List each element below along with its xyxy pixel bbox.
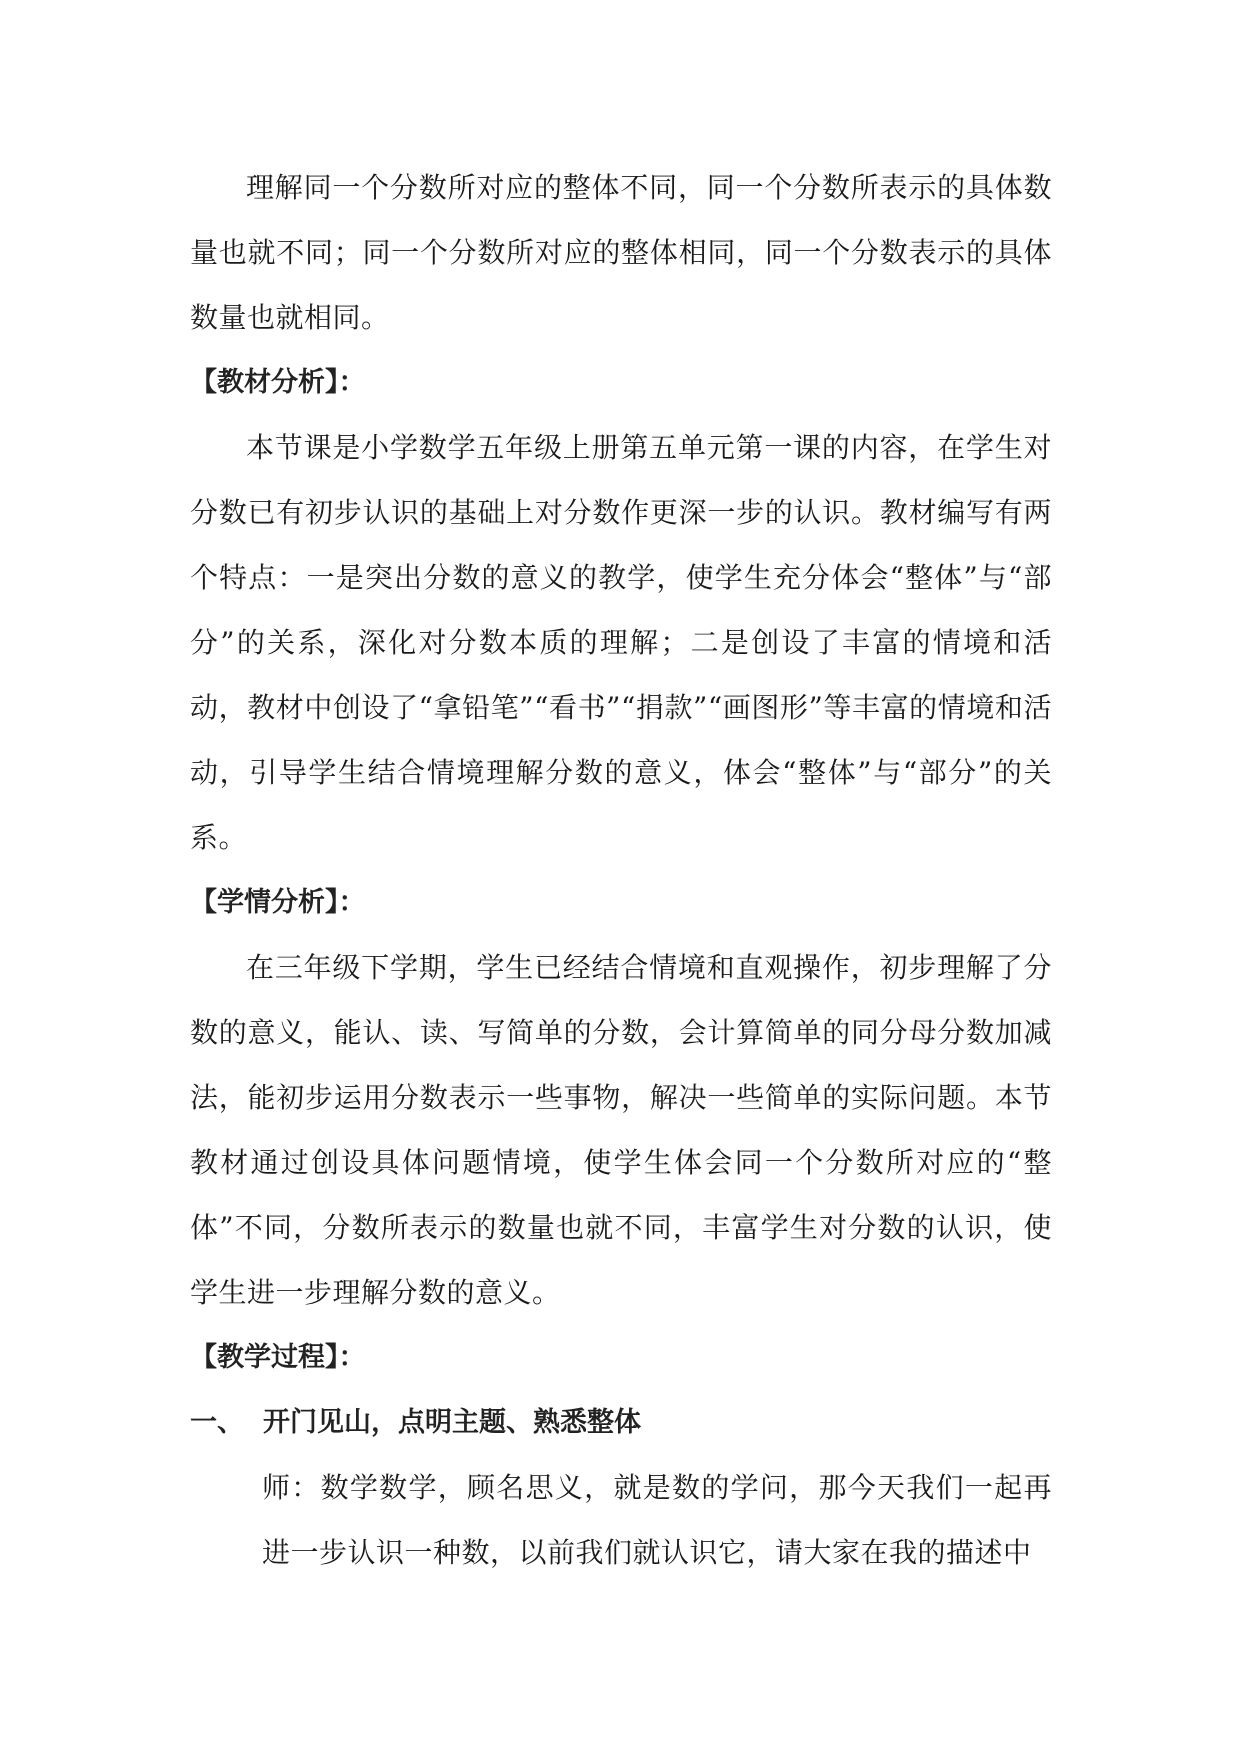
teaching-process-heading: 【教学过程】：: [190, 1342, 366, 1373]
document-body: [190, 155, 1052, 1585]
step-title: 开门见山，点明主题、熟悉整体: [263, 1407, 641, 1438]
student-analysis-body: 在三年级下学期，学生已经结合情境和直观操作，初步理解了分数的意义，能认、读、写简单的分数，会计算简单的同分母分数加减法，能初步运用分数表示一些事物，解决一些简单的实际问题。本节教材通过创设具体问题情境，使学生体会同一个分数所对应的“整体”不同，分数所表示的数量也就不同，丰富学生对分数的认识，使学生进一步理解分数的意义。: [190, 951, 1052, 1309]
step-number: 一、: [190, 1407, 244, 1438]
step-one-heading: [190, 1390, 1052, 1455]
textbook-analysis-body: 本节课是小学数学五年级上册第五单元第一课的内容，在学生对分数已有初步认识的基础上对分数作更深一步的认识。教材编写有两个特点：一是突出分数的意义的教学，使学生充分体会“整体”与“部分”的关系，深化对分数本质的理解；二是创设了丰富的情境和活动，教材中创设了“拿铅笔”“看书”“捐款”“画图形”等丰富的情境和活动，引导学生结合情境理解分数的意义，体会“整体”与“部分”的关系。: [190, 431, 1052, 854]
intro-paragraph: 理解同一个分数所对应的整体不同，同一个分数所表示的具体数量也就不同；同一个分数所对应的整体相同，同一个分数表示的具体数量也就相同。: [190, 171, 1052, 334]
textbook-analysis-heading: 【教材分析】：: [190, 367, 366, 398]
teacher-dialog: 师：数学数学，顾名思义，就是数的学问，那今天我们一起再进一步认识一种数，以前我们就认识它，请大家在我的描述中: [262, 1471, 1052, 1569]
student-analysis-heading: 【学情分析】：: [190, 887, 366, 918]
